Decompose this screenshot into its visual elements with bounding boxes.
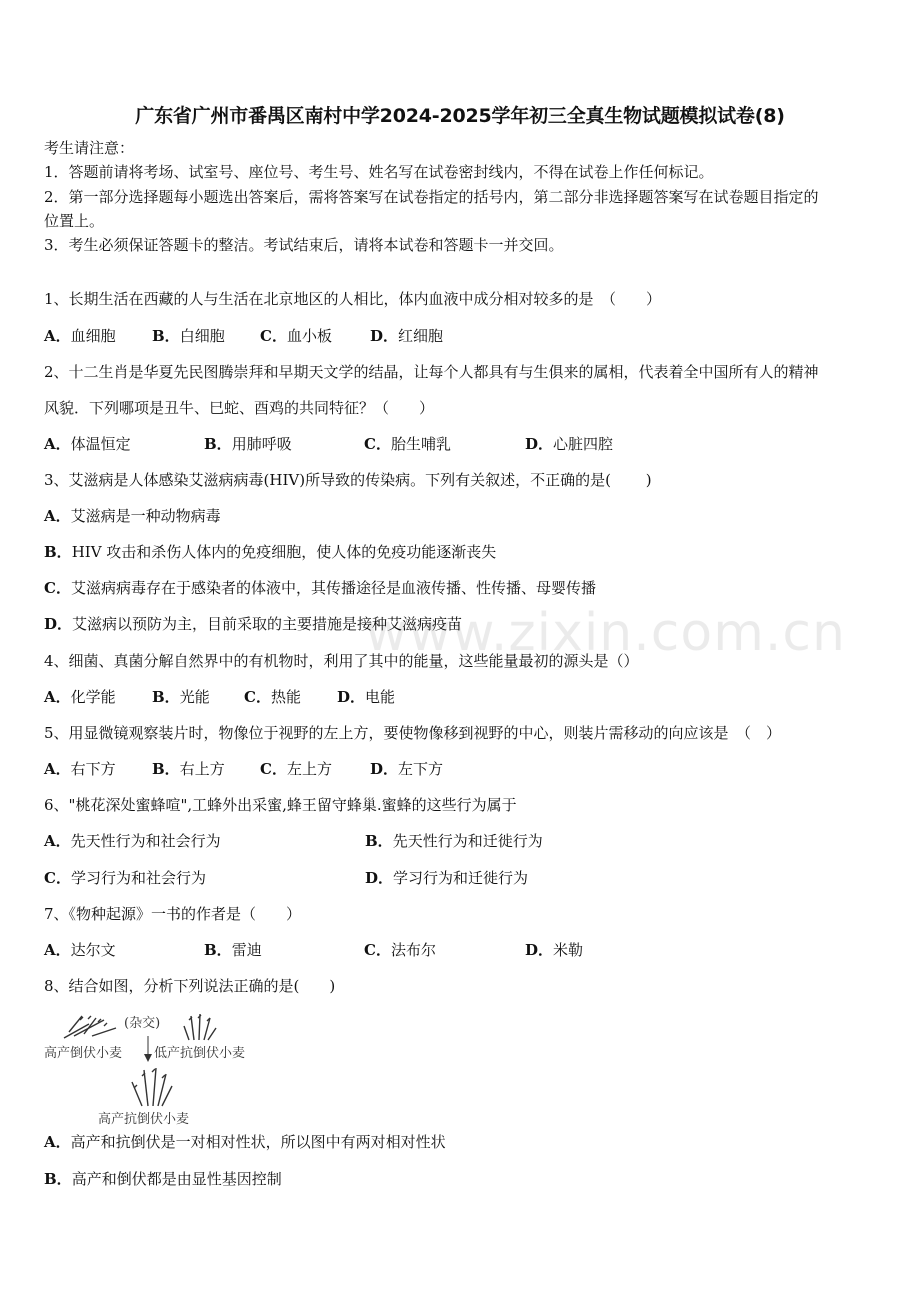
- option-d[interactable]: 左下方: [398, 760, 444, 778]
- option-c[interactable]: 法布尔: [390, 941, 436, 959]
- cross-label: (杂交): [124, 1016, 161, 1031]
- parent2-label: 低产抗倒伏小麦: [154, 1046, 246, 1061]
- option-b[interactable]: B．高产和倒伏都是由显性基因控制: [44, 1170, 282, 1188]
- option-d[interactable]: D．艾滋病以预防为主，目前采取的主要措施是接种艾滋病疫苗: [44, 615, 463, 633]
- option-c[interactable]: 胎生哺乳: [390, 435, 451, 453]
- question-stem: 风貌．下列哪项是丑牛、巳蛇、酉鸡的共同特征？（ ）: [44, 399, 435, 417]
- page-title: 广东省广州市番禺区南村中学2024-2025学年初三全真生物试题模拟试卷(8): [135, 105, 785, 127]
- option-a[interactable]: A．艾滋病是一种动物病毒: [44, 507, 221, 525]
- option-b[interactable]: 右上方: [179, 760, 225, 778]
- option-c[interactable]: 血小板: [286, 327, 332, 345]
- option-d[interactable]: 红细胞: [398, 327, 444, 345]
- question-stem: 6、"桃花深处蜜蜂喧",工蜂外出采蜜,蜂王留守蜂巢.蜜蜂的这些行为属于: [44, 796, 517, 814]
- option-a[interactable]: 化学能: [70, 688, 116, 706]
- question-stem: 7、《物种起源》一书的作者是（ ）: [44, 905, 302, 923]
- question-stem: 3、艾滋病是人体感染艾滋病病毒(HIV)所导致的传染病。下列有关叙述，不正确的是( ): [44, 471, 652, 489]
- option-b[interactable]: 光能: [179, 688, 210, 706]
- offspring-label: 高产抗倒伏小麦: [98, 1112, 190, 1127]
- wheat-plant-icon: [132, 1068, 172, 1106]
- option-b[interactable]: 用肺呼吸: [231, 435, 292, 453]
- option-b[interactable]: 先天性行为和迁徙行为: [392, 832, 543, 850]
- option-b[interactable]: B．HIV 攻击和杀伤人体内的免疫细胞，使人体的免疫功能逐渐丧失: [44, 543, 497, 561]
- parent1-label: 高产倒伏小麦: [44, 1046, 123, 1061]
- note-item: 3．考生必须保证答题卡的整洁。考试结束后，请将本试卷和答题卡一并交回。: [44, 236, 564, 254]
- question-stem: 5、用显微镜观察装片时，物像位于视野的左上方，要使物像移到视野的中心，则装片需移动的向应该是 （ ）: [44, 724, 782, 742]
- question-options: C．学习行为和社会行为 D．学习行为和迁徙行为: [44, 869, 529, 887]
- question-options: A．血细胞 B．白细胞 C．血小板 D．红细胞: [44, 327, 444, 345]
- option-c[interactable]: C．艾滋病病毒存在于感染者的体液中，其传播途径是血液传播、性传播、母婴传播: [44, 579, 596, 597]
- note-item: 1．答题前请将考场、试室号、座位号、考生号、姓名写在试卷密封线内，不得在试卷上作任何标记。: [44, 163, 714, 181]
- option-b[interactable]: 白细胞: [179, 327, 225, 345]
- option-d[interactable]: 学习行为和迁徙行为: [393, 869, 529, 887]
- note-item: 2．第一部分选择题每小题选出答案后，需将答案写在试卷指定的括号内，第二部分非选择题答案写在试卷题目指定的: [44, 188, 819, 206]
- option-b[interactable]: 雷迪: [231, 941, 262, 959]
- option-a[interactable]: 先天性行为和社会行为: [70, 832, 221, 850]
- question-options: A．化学能 B．光能 C．热能 D．电能: [44, 688, 396, 706]
- option-a[interactable]: A．高产和抗倒伏是一对相对性状，所以图中有两对相对性状: [44, 1133, 446, 1151]
- option-a[interactable]: 达尔文: [70, 941, 116, 959]
- question-options: A．达尔文 B．雷迪 C．法布尔 D．米勒: [44, 941, 584, 959]
- note-item: 位置上。: [44, 212, 105, 230]
- option-d[interactable]: 电能: [365, 688, 396, 706]
- wheat-cross-figure: [44, 1010, 274, 1130]
- wheat-plant-icon: [184, 1014, 216, 1040]
- question-options: A．右下方 B．右上方 C．左上方 D．左下方: [44, 760, 444, 778]
- option-d[interactable]: 心脏四腔: [553, 435, 614, 453]
- option-d[interactable]: 米勒: [553, 941, 584, 959]
- arrow-head-icon: [144, 1054, 152, 1062]
- option-a[interactable]: 右下方: [70, 760, 116, 778]
- question-stem: 2、十二生肖是华夏先民图腾崇拜和早期天文学的结晶，让每个人都具有与生俱来的属相，代表着全中国所有人的精神: [44, 363, 819, 381]
- option-a[interactable]: 血细胞: [70, 327, 116, 345]
- question-options: A．体温恒定 B．用肺呼吸 C．胎生哺乳 D．心脏四腔: [44, 435, 614, 453]
- option-c[interactable]: 热能: [270, 688, 301, 706]
- question-options: A．先天性行为和社会行为 B．先天性行为和迁徙行为: [44, 832, 543, 850]
- option-c[interactable]: 左上方: [286, 760, 332, 778]
- wheat-plant-icon: [64, 1016, 116, 1038]
- notes-heading: 考生请注意：: [44, 139, 135, 157]
- watermark: www.zixin.com.cn: [365, 603, 846, 663]
- question-stem: 1、长期生活在西藏的人与生活在北京地区的人相比，体内血液中成分相对较多的是 （ ）: [44, 290, 662, 308]
- question-stem: 8、结合如图，分析下列说法正确的是( ): [44, 977, 336, 995]
- question-stem: 4、细菌、真菌分解自然界中的有机物时，利用了其中的能量，这些能量最初的源头是（）: [44, 652, 639, 670]
- option-c[interactable]: 学习行为和社会行为: [70, 869, 206, 887]
- option-a[interactable]: 体温恒定: [70, 435, 131, 453]
